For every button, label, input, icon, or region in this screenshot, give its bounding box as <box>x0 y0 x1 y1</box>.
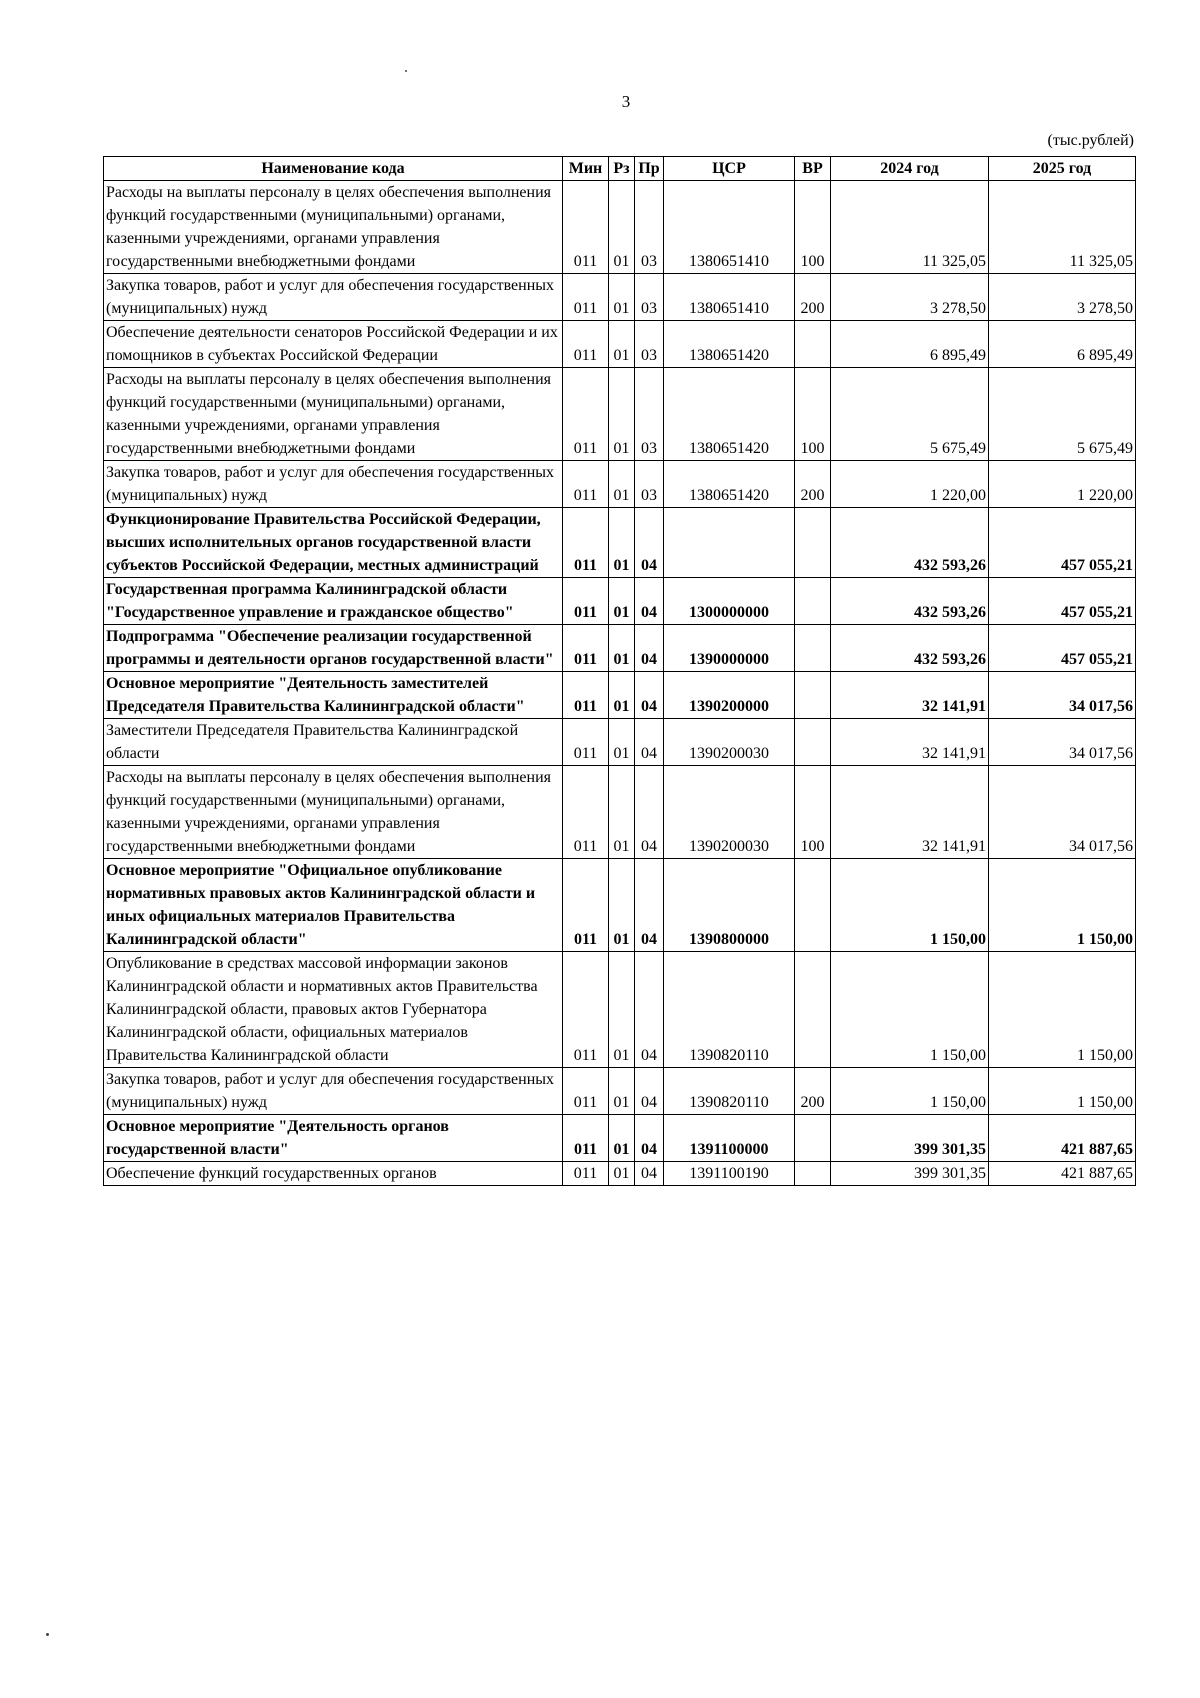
row-csr: 1391100190 <box>664 1162 795 1186</box>
row-2024: 11 325,05 <box>831 181 989 274</box>
row-pr: 04 <box>635 1162 664 1186</box>
header-name: Наименование кода <box>104 157 563 181</box>
row-csr: 1380651420 <box>664 461 795 508</box>
row-rz: 01 <box>609 274 635 321</box>
row-2024: 432 593,26 <box>831 578 989 625</box>
row-pr: 04 <box>635 625 664 672</box>
row-csr: 1300000000 <box>664 578 795 625</box>
row-2024: 1 150,00 <box>831 952 989 1068</box>
table-row <box>104 274 1136 321</box>
row-csr: 1380651420 <box>664 368 795 461</box>
row-vr <box>795 719 831 766</box>
table-row <box>104 461 1136 508</box>
row-2025: 34 017,56 <box>989 672 1136 719</box>
row-min: 011 <box>563 321 609 368</box>
row-csr: 1380651420 <box>664 321 795 368</box>
row-2024: 3 278,50 <box>831 274 989 321</box>
row-pr: 04 <box>635 1068 664 1115</box>
row-name: Основное мероприятие "Официальное опубликование нормативных правовых актов Калининградской области и иных официальных материалов Правительства Калининградской области" <box>104 859 563 952</box>
row-2024: 5 675,49 <box>831 368 989 461</box>
row-name: Расходы на выплаты персоналу в целях обеспечения выполнения функций государственными (муниципальными) органами, казенными учреждениями, органами управления государственными внебюджетными фондами <box>104 766 563 859</box>
row-2025: 34 017,56 <box>989 719 1136 766</box>
table-header-row <box>104 157 1136 181</box>
row-2024: 32 141,91 <box>831 766 989 859</box>
table-row <box>104 1115 1136 1162</box>
row-rz: 01 <box>609 1068 635 1115</box>
row-name: Государственная программа Калининградской области "Государственное управление и гражданское общество" <box>104 578 563 625</box>
row-name: Основное мероприятие "Деятельность заместителей Председателя Правительства Калининградской области" <box>104 672 563 719</box>
row-pr: 04 <box>635 672 664 719</box>
table-row <box>104 368 1136 461</box>
units-label: (тыс.рублей) <box>1047 132 1134 149</box>
row-2025: 457 055,21 <box>989 508 1136 578</box>
row-min: 011 <box>563 625 609 672</box>
row-vr: 200 <box>795 1068 831 1115</box>
row-2025: 421 887,65 <box>989 1162 1136 1186</box>
row-2025: 457 055,21 <box>989 625 1136 672</box>
row-vr: 100 <box>795 368 831 461</box>
table-row <box>104 859 1136 952</box>
row-vr <box>795 672 831 719</box>
row-2024: 1 220,00 <box>831 461 989 508</box>
row-rz: 01 <box>609 508 635 578</box>
table-row <box>104 1068 1136 1115</box>
row-vr: 100 <box>795 766 831 859</box>
row-rz: 01 <box>609 181 635 274</box>
row-2024: 432 593,26 <box>831 508 989 578</box>
row-name: Подпрограмма "Обеспечение реализации государственной программы и деятельности органов государственной власти" <box>104 625 563 672</box>
row-rz: 01 <box>609 672 635 719</box>
row-2024: 432 593,26 <box>831 625 989 672</box>
row-name: Закупка товаров, работ и услуг для обеспечения государственных (муниципальных) нужд <box>104 274 563 321</box>
row-name: Расходы на выплаты персоналу в целях обеспечения выполнения функций государственными (муниципальными) органами, казенными учреждениями, органами управления государственными внебюджетными фондами <box>104 368 563 461</box>
table-row <box>104 1162 1136 1186</box>
row-pr: 03 <box>635 368 664 461</box>
row-min: 011 <box>563 766 609 859</box>
row-rz: 01 <box>609 625 635 672</box>
row-csr: 1380651410 <box>664 181 795 274</box>
row-vr <box>795 508 831 578</box>
row-pr: 04 <box>635 578 664 625</box>
row-pr: 04 <box>635 1115 664 1162</box>
row-rz: 01 <box>609 321 635 368</box>
row-csr: 1391100000 <box>664 1115 795 1162</box>
row-rz: 01 <box>609 766 635 859</box>
header-vr: ВР <box>795 157 831 181</box>
row-rz: 01 <box>609 461 635 508</box>
row-vr <box>795 1115 831 1162</box>
row-2025: 1 150,00 <box>989 952 1136 1068</box>
header-2025: 2025 год <box>989 157 1136 181</box>
row-min: 011 <box>563 368 609 461</box>
scan-speck <box>405 70 407 72</box>
row-min: 011 <box>563 1068 609 1115</box>
row-vr: 200 <box>795 274 831 321</box>
row-pr: 04 <box>635 859 664 952</box>
row-pr: 03 <box>635 181 664 274</box>
row-min: 011 <box>563 508 609 578</box>
row-name: Расходы на выплаты персоналу в целях обеспечения выполнения функций государственными (муниципальными) органами, казенными учреждениями, органами управления государственными внебюджетными фондами <box>104 181 563 274</box>
table-row <box>104 578 1136 625</box>
row-min: 011 <box>563 719 609 766</box>
row-2024: 32 141,91 <box>831 672 989 719</box>
row-2024: 1 150,00 <box>831 859 989 952</box>
row-vr <box>795 1162 831 1186</box>
row-pr: 04 <box>635 766 664 859</box>
header-pr: Пр <box>635 157 664 181</box>
row-2025: 34 017,56 <box>989 766 1136 859</box>
row-csr: 1390200000 <box>664 672 795 719</box>
header-min: Мин <box>563 157 609 181</box>
row-2024: 399 301,35 <box>831 1115 989 1162</box>
header-rz: Рз <box>609 157 635 181</box>
row-vr <box>795 625 831 672</box>
row-rz: 01 <box>609 1162 635 1186</box>
row-rz: 01 <box>609 1115 635 1162</box>
row-name: Обеспечение функций государственных органов <box>104 1162 563 1186</box>
header-2024: 2024 год <box>831 157 989 181</box>
row-2025: 421 887,65 <box>989 1115 1136 1162</box>
row-pr: 03 <box>635 321 664 368</box>
table-row <box>104 321 1136 368</box>
row-2025: 5 675,49 <box>989 368 1136 461</box>
row-name: Основное мероприятие "Деятельность органов государственной власти" <box>104 1115 563 1162</box>
page-number: 3 <box>621 92 631 111</box>
header-csr: ЦСР <box>664 157 795 181</box>
row-pr: 04 <box>635 719 664 766</box>
row-pr: 04 <box>635 952 664 1068</box>
row-rz: 01 <box>609 578 635 625</box>
row-min: 011 <box>563 672 609 719</box>
row-min: 011 <box>563 1115 609 1162</box>
row-2024: 399 301,35 <box>831 1162 989 1186</box>
row-2025: 457 055,21 <box>989 578 1136 625</box>
row-csr: 1390820110 <box>664 1068 795 1115</box>
table-row <box>104 181 1136 274</box>
row-rz: 01 <box>609 952 635 1068</box>
row-2025: 6 895,49 <box>989 321 1136 368</box>
row-2025: 1 150,00 <box>989 1068 1136 1115</box>
row-csr: 1390000000 <box>664 625 795 672</box>
row-name: Функционирование Правительства Российской Федерации, высших исполнительных органов государственной власти субъектов Российской Федерации, местных администраций <box>104 508 563 578</box>
budget-table <box>103 156 1136 1186</box>
table-row <box>104 672 1136 719</box>
row-vr <box>795 859 831 952</box>
row-min: 011 <box>563 181 609 274</box>
row-name: Закупка товаров, работ и услуг для обеспечения государственных (муниципальных) нужд <box>104 1068 563 1115</box>
scan-speck <box>46 1633 49 1636</box>
row-vr <box>795 321 831 368</box>
row-pr: 04 <box>635 508 664 578</box>
row-min: 011 <box>563 461 609 508</box>
row-min: 011 <box>563 578 609 625</box>
row-name: Закупка товаров, работ и услуг для обеспечения государственных (муниципальных) нужд <box>104 461 563 508</box>
row-2025: 11 325,05 <box>989 181 1136 274</box>
table-row <box>104 952 1136 1068</box>
table-row <box>104 766 1136 859</box>
row-min: 011 <box>563 274 609 321</box>
row-min: 011 <box>563 859 609 952</box>
row-csr <box>664 508 795 578</box>
row-rz: 01 <box>609 368 635 461</box>
row-2025: 3 278,50 <box>989 274 1136 321</box>
row-csr: 1390800000 <box>664 859 795 952</box>
row-rz: 01 <box>609 719 635 766</box>
row-2025: 1 220,00 <box>989 461 1136 508</box>
row-2024: 32 141,91 <box>831 719 989 766</box>
table-row <box>104 625 1136 672</box>
row-vr <box>795 952 831 1068</box>
row-vr <box>795 578 831 625</box>
row-pr: 03 <box>635 461 664 508</box>
row-rz: 01 <box>609 859 635 952</box>
row-min: 011 <box>563 1162 609 1186</box>
row-name: Обеспечение деятельности сенаторов Российской Федерации и их помощников в субъектах Российской Федерации <box>104 321 563 368</box>
row-2024: 1 150,00 <box>831 1068 989 1115</box>
row-2024: 6 895,49 <box>831 321 989 368</box>
row-csr: 1390200030 <box>664 719 795 766</box>
row-min: 011 <box>563 952 609 1068</box>
table-row <box>104 508 1136 578</box>
row-csr: 1390820110 <box>664 952 795 1068</box>
row-2025: 1 150,00 <box>989 859 1136 952</box>
row-vr: 200 <box>795 461 831 508</box>
row-vr: 100 <box>795 181 831 274</box>
row-csr: 1390200030 <box>664 766 795 859</box>
row-pr: 03 <box>635 274 664 321</box>
row-name: Опубликование в средствах массовой информации законов Калининградской области и нормативных актов Правительства Калининградской области, правовых актов Губернатора Калининградской области, официальных материалов Правительства Калининградской области <box>104 952 563 1068</box>
table-row <box>104 719 1136 766</box>
row-name: Заместители Председателя Правительства Калининградской области <box>104 719 563 766</box>
row-csr: 1380651410 <box>664 274 795 321</box>
